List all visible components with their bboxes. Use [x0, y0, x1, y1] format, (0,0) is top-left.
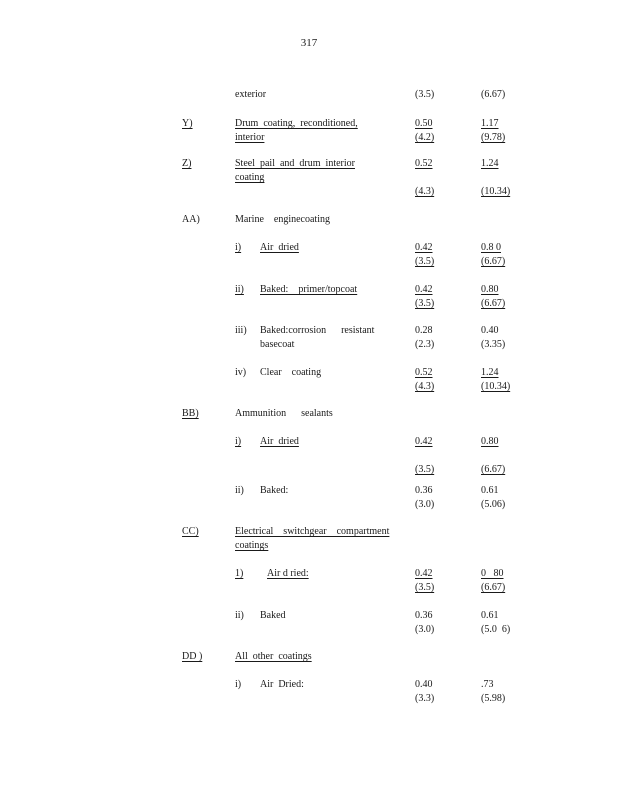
row-description — [235, 650, 312, 664]
row-subcode-line: ii) — [235, 485, 244, 496]
row-code-line: CC) — [182, 526, 199, 537]
row-description — [235, 157, 355, 185]
value-column-1-line: 0.28 — [415, 325, 433, 336]
value-column-1-line: (4.2) — [415, 132, 435, 143]
value-column-2-line: 0.8 0 — [481, 242, 501, 253]
value-column-1-line: (3.5) — [415, 582, 435, 593]
row-description-line: Baked:corrosion resistant — [260, 325, 375, 336]
value-column-2 — [481, 117, 505, 145]
row-description — [260, 484, 288, 498]
row-subcode-line: i) — [235, 679, 242, 690]
value-column-2-line: 1.17 — [481, 118, 499, 129]
row-subcode-line: 1) — [235, 568, 244, 579]
row-code-line: BB) — [182, 408, 199, 419]
value-column-1-line: 0.36 — [415, 485, 433, 496]
value-column-2-line: (6.67) — [481, 298, 506, 309]
row-description-line: Clear coating — [260, 367, 322, 378]
row-code — [182, 650, 202, 664]
row-code-line: DD ) — [182, 651, 203, 662]
value-column-2-line: 1.24 — [481, 367, 499, 378]
row-description — [235, 213, 330, 227]
row-description-line: basecoat — [260, 339, 295, 350]
value-column-2-line: (5.06) — [481, 499, 506, 510]
value-column-2-line: (6.67) — [481, 582, 506, 593]
row-description — [260, 366, 321, 380]
row-description-line: Air Dried: — [260, 679, 304, 690]
row-description-line: Electrical switchgear compartment — [235, 526, 390, 537]
value-column-2-line: (6.67) — [481, 89, 506, 100]
value-column-1 — [415, 609, 434, 637]
row-description-line: Baked: — [260, 485, 289, 496]
row-description-line: Baked — [260, 610, 286, 621]
value-column-2-line: 0.80 — [481, 284, 499, 295]
value-column-2-line: (5.0 6) — [481, 624, 511, 635]
row-subcode — [235, 567, 243, 581]
value-column-2-line — [481, 449, 505, 463]
row-description — [235, 407, 333, 421]
row-description — [260, 283, 357, 297]
value-column-2-line: 0.80 — [481, 436, 499, 447]
value-column-1-line: 0.42 — [415, 436, 433, 447]
row-description — [260, 678, 304, 692]
value-column-2-line: (5.98) — [481, 693, 506, 704]
row-description — [260, 435, 299, 449]
value-column-1-line: 0.52 — [415, 367, 433, 378]
row-subcode — [235, 435, 241, 449]
value-column-1 — [415, 567, 434, 595]
row-code — [182, 157, 191, 171]
value-column-2-line: 1.24 — [481, 158, 499, 169]
row-code — [182, 213, 200, 227]
value-column-2 — [481, 157, 510, 199]
value-column-1-line: (3.5) — [415, 89, 435, 100]
value-column-1-line: (3.3) — [415, 693, 435, 704]
row-subcode — [235, 366, 246, 380]
value-column-1-line: (2.3) — [415, 339, 435, 350]
value-column-1 — [415, 366, 434, 394]
value-column-1-line: (4.3) — [415, 381, 435, 392]
value-column-1 — [415, 117, 434, 145]
row-description — [260, 241, 299, 255]
row-subcode-line: i) — [235, 242, 242, 253]
value-column-2-line — [481, 171, 510, 185]
value-column-1-line: 0.42 — [415, 568, 433, 579]
row-description-line: Baked: primer/topcoat — [260, 284, 358, 295]
row-code — [182, 407, 199, 421]
value-column-2-line: (10.34) — [481, 381, 511, 392]
row-description — [260, 324, 374, 352]
row-subcode — [235, 484, 244, 498]
value-column-1-line: (3.5) — [415, 256, 435, 267]
value-column-2 — [481, 88, 505, 102]
row-description-line: Air dried — [260, 242, 299, 253]
value-column-2 — [481, 435, 505, 477]
value-column-1-line: 0.42 — [415, 242, 433, 253]
value-column-2-line: (3.35) — [481, 339, 506, 350]
row-description — [235, 117, 358, 145]
row-description-line: interior — [235, 132, 265, 143]
row-code-line: Z) — [182, 158, 192, 169]
value-column-1 — [415, 435, 434, 477]
page-number: 317 — [300, 37, 318, 49]
value-column-2-line: (6.67) — [481, 256, 506, 267]
value-column-1 — [415, 241, 434, 269]
row-subcode — [235, 241, 241, 255]
row-description — [235, 88, 266, 102]
value-column-2-line: .73 — [481, 679, 494, 690]
value-column-2 — [481, 567, 505, 595]
row-code — [182, 117, 193, 131]
value-column-2-line: (9.78) — [481, 132, 506, 143]
value-column-2 — [481, 484, 505, 512]
value-column-2 — [481, 241, 505, 269]
value-column-1-line: 0.42 — [415, 284, 433, 295]
row-description — [260, 609, 286, 623]
value-column-1-line: (3.0) — [415, 624, 435, 635]
row-subcode-line: i) — [235, 436, 242, 447]
value-column-1-line: (3.5) — [415, 464, 435, 475]
value-column-1-line: 0.40 — [415, 679, 433, 690]
value-column-1 — [415, 157, 434, 199]
row-description-line: coating — [235, 172, 265, 183]
value-column-1-line: 0.36 — [415, 610, 433, 621]
row-code-line: Y) — [182, 118, 193, 129]
value-column-1-line: 0.52 — [415, 158, 433, 169]
row-description — [235, 525, 389, 553]
value-column-1-line: 0.50 — [415, 118, 433, 129]
value-column-2 — [481, 366, 510, 394]
row-description-line: Steel pail and drum interior — [235, 158, 355, 169]
value-column-1-line: (3.0) — [415, 499, 435, 510]
value-column-1-line: (3.5) — [415, 298, 435, 309]
row-description-line: Air dried — [260, 436, 299, 447]
row-subcode-line: ii) — [235, 284, 244, 295]
row-description-line: Drum coating, reconditioned, — [235, 118, 358, 129]
value-column-2-line: 0.40 — [481, 325, 499, 336]
row-code-line: AA) — [182, 214, 200, 225]
row-subcode — [235, 678, 241, 692]
value-column-2 — [481, 324, 505, 352]
row-description-line: Air d ried: — [267, 568, 309, 579]
value-column-2 — [481, 609, 510, 637]
row-code — [182, 525, 199, 539]
value-column-1 — [415, 283, 434, 311]
value-column-2-line: (10.34) — [481, 186, 511, 197]
value-column-2-line: (6.67) — [481, 464, 506, 475]
row-description — [267, 567, 309, 581]
value-column-1 — [415, 484, 434, 512]
value-column-1-line — [415, 449, 434, 463]
row-subcode-line: ii) — [235, 610, 244, 621]
row-subcode — [235, 324, 247, 338]
value-column-2-line: 0.61 — [481, 485, 499, 496]
row-subcode — [235, 283, 244, 297]
value-column-1-line: (4.3) — [415, 186, 435, 197]
value-column-1 — [415, 678, 434, 706]
value-column-2 — [481, 678, 505, 706]
row-description-line: coatings — [235, 540, 269, 551]
value-column-1 — [415, 324, 434, 352]
row-description-line: Ammunition sealants — [235, 408, 333, 419]
value-column-1-line — [415, 171, 434, 185]
row-subcode-line: iii) — [235, 325, 247, 336]
row-subcode — [235, 609, 244, 623]
value-column-2-line: 0.61 — [481, 610, 499, 621]
row-description-line: exterior — [235, 89, 267, 100]
row-description-line: Marine enginecoating — [235, 214, 330, 225]
value-column-1 — [415, 88, 434, 102]
row-subcode-line: iv) — [235, 367, 247, 378]
value-column-2-line: 0 80 — [481, 568, 504, 579]
row-description-line: All other coatings — [235, 651, 312, 662]
value-column-2 — [481, 283, 505, 311]
